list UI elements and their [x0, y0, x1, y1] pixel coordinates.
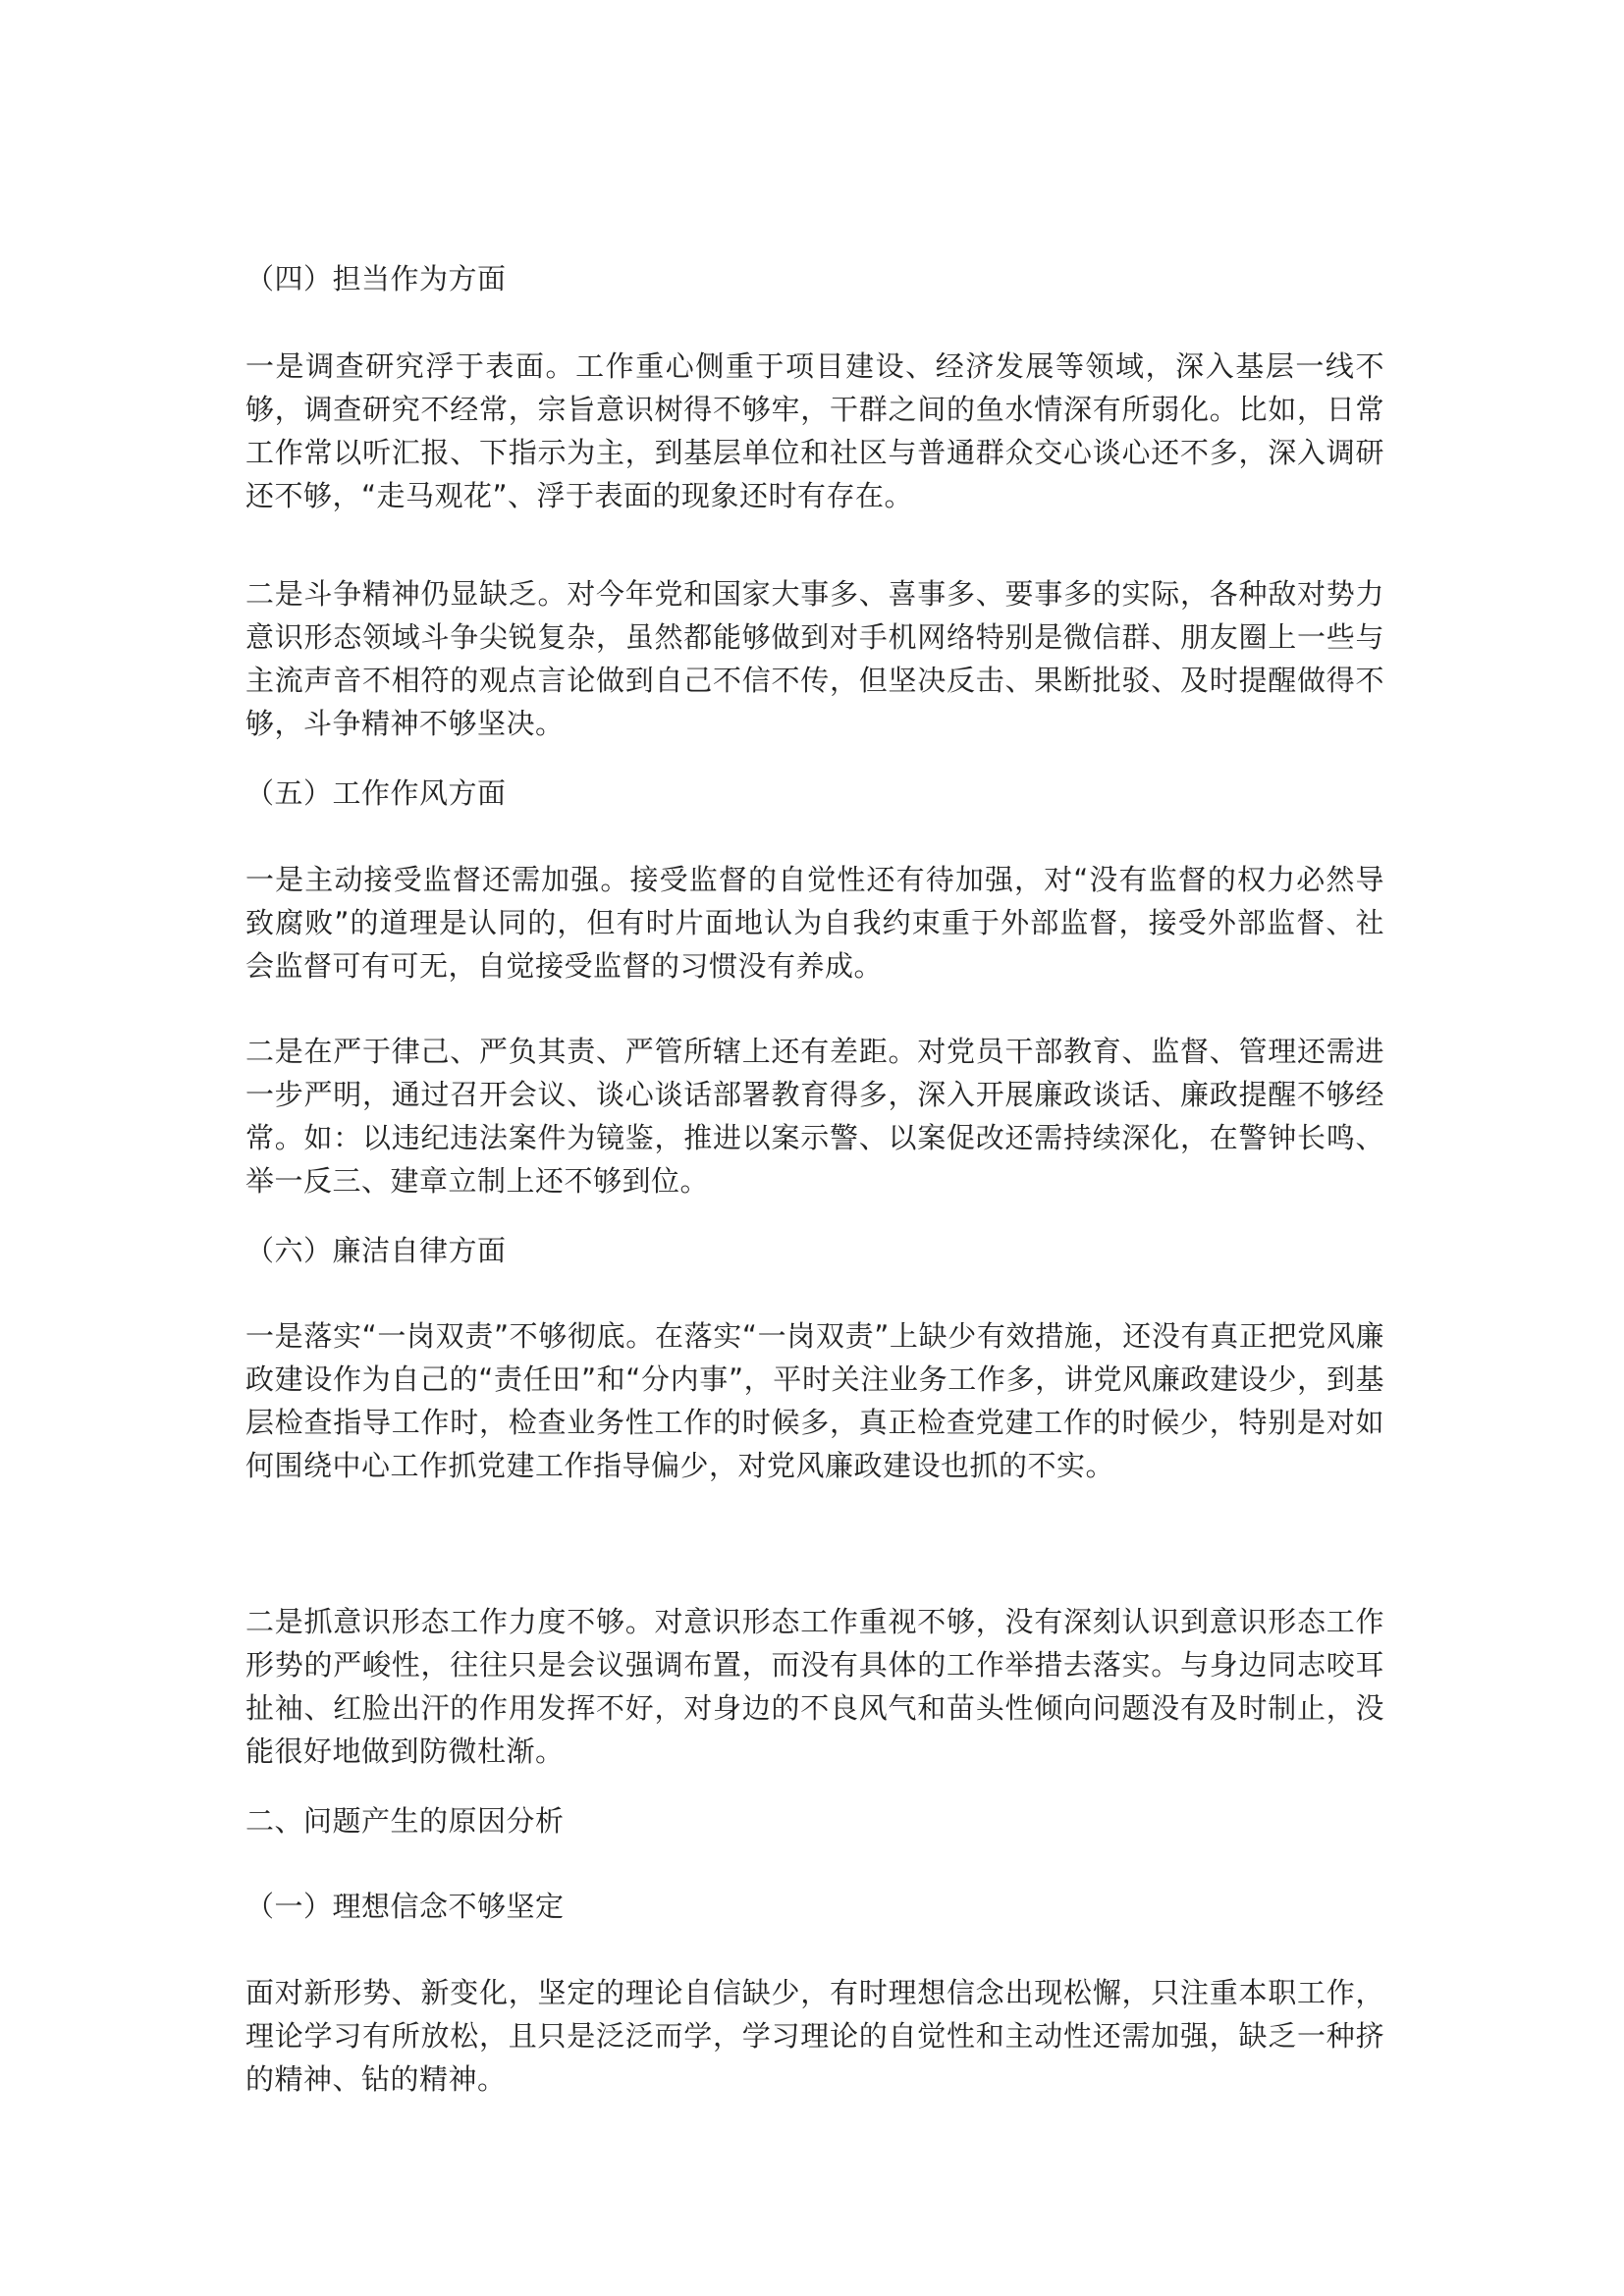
paragraph: 一是调查研究浮于表面。工作重心侧重于项目建设、经济发展等领域，深入基层一线不够，调查研究不经常，宗旨意识树得不够牢，干群之间的鱼水情深有所弱化。比如，日常工作常以听汇报、下指示为主，到基层单位和社区与普通群众交心谈心还不多，深入调研还不够，“走马观花”、浮于表面的现象还时有存在。	[245, 349, 1384, 512]
chapter-heading: 二、问题产生的原因分析	[245, 1804, 565, 1838]
section-heading-6: （六）廉洁自律方面	[245, 1234, 507, 1267]
section-heading-5: （五）工作作风方面	[245, 776, 507, 810]
section-heading-1: （一）理想信念不够坚定	[245, 1890, 565, 1923]
paragraph: 一是落实“一岗双责”不够彻底。在落实“一岗双责”上缺少有效措施，还没有真正把党风廉政建设作为自己的“责任田”和“分内事”，平时关注业务工作多，讲党风廉政建设少，到基层检查指导工作时，检查业务性工作的时候多，真正检查党建工作的时候少，特别是对如何围绕中心工作抓党建工作指导偏少，对党风廉政建设也抓的不实。	[245, 1319, 1384, 1482]
paragraph: 一是主动接受监督还需加强。接受监督的自觉性还有待加强，对“没有监督的权力必然导致腐败”的道理是认同的，但有时片面地认为自我约束重于外部监督，接受外部监督、社会监督可有可无，自觉接受监督的习惯没有养成。	[245, 863, 1384, 983]
paragraph: 面对新形势、新变化，坚定的理论自信缺少，有时理想信念出现松懈，只注重本职工作，理论学习有所放松，且只是泛泛而学，学习理论的自觉性和主动性还需加强，缺乏一种挤的精神、钻的精神。	[245, 1976, 1384, 2096]
paragraph: 二是抓意识形态工作力度不够。对意识形态工作重视不够，没有深刻认识到意识形态工作形势的严峻性，往往只是会议强调布置，而没有具体的工作举措去落实。与身边同志咬耳扯袖、红脸出汗的作用发挥不好，对身边的不良风气和苗头性倾向问题没有及时制止，没能很好地做到防微杜渐。	[245, 1605, 1384, 1768]
paragraph: 二是在严于律己、严负其责、严管所辖上还有差距。对党员干部教育、监督、管理还需进一步严明，通过召开会议、谈心谈话部署教育得多，深入开展廉政谈话、廉政提醒不够经常。如：以违纪违法案件为镜鉴，推进以案示警、以案促改还需持续深化，在警钟长鸣、举一反三、建章立制上还不够到位。	[245, 1035, 1384, 1198]
paragraph: 二是斗争精神仍显缺乏。对今年党和国家大事多、喜事多、要事多的实际，各种敌对势力意识形态领域斗争尖锐复杂，虽然都能够做到对手机网络特别是微信群、朋友圈上一些与主流声音不相符的观点言论做到自己不信不传，但坚决反击、果断批驳、及时提醒做得不够，斗争精神不够坚决。	[245, 577, 1384, 740]
section-heading-4: （四）担当作为方面	[245, 262, 507, 295]
